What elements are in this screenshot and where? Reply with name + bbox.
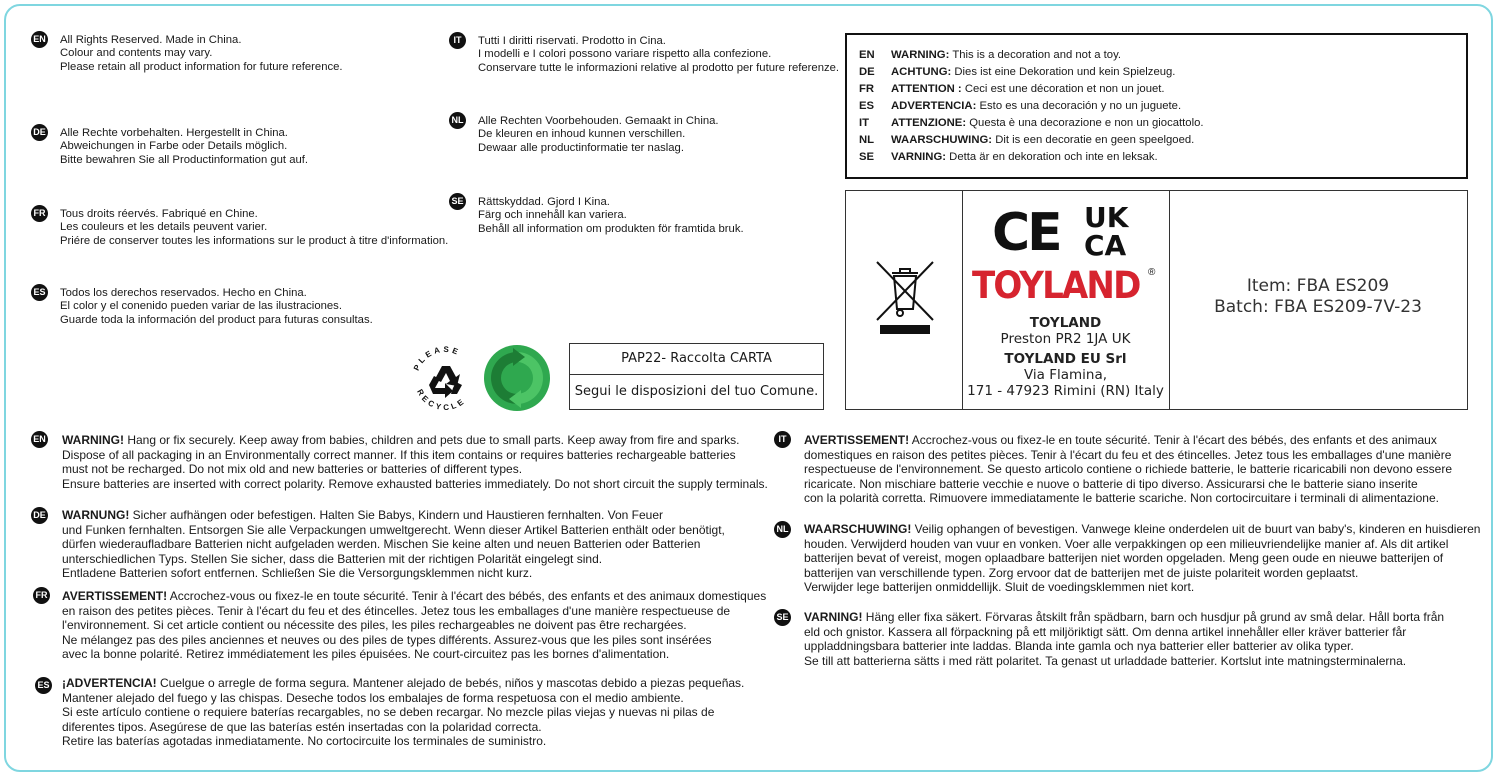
lang-badge-it: IT (449, 32, 466, 49)
ukca-mark-top: UK (1084, 201, 1129, 234)
lang-badge-en: EN (31, 31, 48, 48)
decoration-warning-box (845, 33, 1468, 179)
decoration-warning-row: FR ATTENTION : Ceci est une décoration et non un jouet. (859, 83, 1165, 95)
registered-mark: ® (1148, 267, 1156, 278)
pap-code: PAP22- Raccolta CARTA (570, 344, 823, 375)
lang-badge-nl: NL (449, 112, 466, 129)
decoration-warning-row: ES ADVERTENCIA: Esto es una decoración y no un juguete. (859, 100, 1182, 112)
rights-text-it: Tutti I diritti riservati. Prodotto in Cina. I modelli e I colori possono variare rispetto alla confezione. Conservare tutte le informazioni relative al prodotto per future referenze. (478, 35, 840, 74)
item-cell (1169, 191, 1467, 409)
rights-text-de: Alle Rechte vorbehalten. Hergestellt in China. Abweichungen in Farbe oder Details möglich. Bitte bewahren Sie all Productinformation gut auf. (60, 127, 309, 166)
lang-badge-de: DE (31, 507, 48, 524)
weee-cell (846, 191, 963, 409)
rights-text-es: Todos los derechos reservados. Hecho en China. El color y el conenido pueden variar de las ilustraciones. Guarde toda la información del product para futuras consultas. (60, 287, 373, 326)
safety-warning-en: WARNING! Hang or fix securely. Keep away from babies, children and pets due to small parts. Keep away from fire and sparks. Dispose of all packaging in an Environmentally correct manner. If this item contains or requires batteries rechargeable batteries must not be recharged. Do not mix old and new batteries or batteries of different types. Ensure batteries are inserted with correct polarity. Remove exhausted batteries immediately. Do not short circuit the supply terminals. (62, 433, 768, 491)
lang-badge-fr: FR (33, 587, 50, 604)
uk-company-name: TOYLAND (1029, 315, 1102, 331)
pap-box (569, 343, 824, 410)
decoration-warning-row: NL WAARSCHUWING: Dit is een decoratie en geen speelgoed. (859, 134, 1195, 146)
item-number: Item: FBA ES209 (1246, 276, 1390, 296)
eu-address-line1: Via Flamina, (1023, 367, 1108, 383)
please-text: PLEASE (411, 344, 462, 373)
decoration-warning-row: DE ACHTUNG: Dies ist eine Dekoration und kein Spielzeug. (859, 66, 1176, 78)
green-dot-icon (483, 344, 551, 412)
lang-badge-es: ES (35, 677, 52, 694)
eu-company-name: TOYLAND EU Srl (1004, 351, 1127, 367)
safety-warning-it: AVERTISSEMENT! Accrochez-vous ou fixez-le en toute sécurité. Tenir à l'écart des bébés, des enfants et des animaux domestiques en raison des petites pièces. Tenir à l'écart du feu et des étincelles. Jetez tous les emballages d'une manière respectueuse de l'environnement. Se questo articolo contiene o richiede batterie, le batterie ricaricabili non devono essere ricaricate. Non mischiare batterie vecchie e nuove o batterie di tipo diverso. Assicurarsi che le batterie siano inserite con la polarità corretta. Rimuovere immediatamente le batterie scariche. Non cortocircuitare i terminali di alimentazione. (804, 433, 1453, 505)
batch-number: Batch: FBA ES209-7V-23 (1214, 297, 1422, 317)
lang-badge-de: DE (31, 124, 48, 141)
rights-text-se: Rättskyddad. Gjord I Kina. Färg och innehåll kan variera. Behåll all information om produkten för framtida bruk. (478, 196, 744, 235)
decoration-warning-row: EN WARNING: This is a decoration and not a toy. (859, 49, 1122, 61)
decoration-warning-row: IT ATTENZIONE: Questa è una decorazione e non un giocattolo. (859, 117, 1204, 129)
safety-warning-fr: AVERTISSEMENT! Accrochez-vous ou fixez-le en toute sécurité. Tenir à l'écart des bébés, des enfants et des animaux domestiques en raison des petites pièces. Tenir à l'écart du feu et des étincelles. Jetez tous les emballages d'une manière respectueuse de l'environnement. Si cet article contient ou nécessite des piles, les piles rechargeables ne doivent pas être rechargées. Ne mélangez pas des piles anciennes et neuves ou des piles de types différents. Assurez-vous que les piles sont insérées avec la bonne polarité. Retirez immédiatement les piles épuisées. Ne court-circuitez pas les bornes d'alimentation. (62, 589, 767, 661)
uk-address: Preston PR2 1JA UK (1000, 331, 1131, 347)
safety-warning-de: WARNUNG! Sicher aufhängen oder befestigen. Halten Sie Babys, Kindern und Haustieren fernhalten. Von Feuer und Funken fernhalten. Entsorgen Sie alle Verpackungen umweltgerecht. Wenn dieser Artikel Batterien enthält oder benötigt, dürfen wiederaufladbare Batterien nicht aufgeladen werden. Mischen Sie keine alten und neuen Batterien oder Batterien unterschiedlichen Typs. Stellen Sie sicher, dass die Batterien mit der richtigen Polarität eingelegt sind. Entladene Batterien sofort entfernen. Schließen Sie die Versorgungsklemmen nicht kurz. (62, 508, 725, 580)
lang-badge-nl: NL (774, 521, 791, 538)
decoration-warning-row: SE VARNING: Detta är en dekoration och inte en leksak. (859, 151, 1158, 163)
rights-text-nl: Alle Rechten Voorbehouden. Gemaakt in China. De kleuren en inhoud kunnen verschillen. Dewaar alle productinformatie ter naslag. (478, 115, 719, 154)
compliance-box (845, 190, 1468, 410)
lang-badge-fr: FR (31, 205, 48, 222)
ukca-mark-bottom: CA (1084, 229, 1127, 262)
safety-warning-es: ¡ADVERTENCIA! Cuelgue o arregle de forma segura. Mantener alejado de bebés, niños y mascotas debido a piezas pequeñas. Mantener alejado del fuego y las chispas. Deseche todos los embalajes de forma respetuosa con el medio ambiente. Si este artículo contiene o requiere baterías recargables, no se deben recargar. No mezcle pilas viejas y nuevas ni pilas de diferentes tipos. Asegúrese de que las baterías estén insertadas con la polaridad correcta. Retire las baterías agotadas inmediatamente. No cortocircuite los terminales de suministro. (62, 676, 745, 748)
rights-text-fr: Tous droits réervés. Fabriqué en Chine. Les couleurs et les details peuvent varier. Priére de conserver toutes les informations sur le product à titre d'information. (60, 208, 449, 247)
rights-text-en: All Rights Reserved. Made in China. Colour and contents may vary. Please retain all product information for future reference. (60, 34, 343, 73)
please-recycle-icon (405, 340, 485, 416)
svg-text:PLEASE (412, 345, 462, 372)
eu-address-line2: 171 - 47923 Rimini (RN) Italy (967, 383, 1164, 399)
ce-mark: CE (992, 203, 1060, 263)
pap-instructions: Segui le disposizioni del tuo Comune. (574, 384, 819, 399)
crossed-bin-icon (874, 259, 936, 337)
lang-badge-it: IT (774, 431, 791, 448)
toyland-logo: TOYLAND (972, 264, 1140, 307)
safety-warning-se: VARNING! Häng eller fixa säkert. Förvaras åtskilt från spädbarn, barn och husdjur på grund av små delar. Håll borta från eld och gnistor. Kassera all förpackning på ett miljöriktigt sätt. Om denna artikel innehåller eller kräver batterier får uppladdningsbara batterier inte laddas. Blanda inte gamla och nya batterier eller batterier av olika typer. Se till att batterierna sätts i med rätt polaritet. Ta genast ut urladdade batterier. Kortslut inte matningsterminalerna. (804, 610, 1445, 668)
lang-badge-en: EN (31, 431, 48, 448)
brand-cell (962, 191, 1170, 409)
safety-warning-nl: WAARSCHUWING! Veilig ophangen of bevestigen. Vanwege kleine onderdelen uit de buurt van baby's, kinderen en huisdieren houden. Verwijderd houden van vuur en vonken. Voer alle verpakkingen op een milieuvriendelijke manier af. Als dit artikel batterijen bevat of vereist, mogen oplaadbare batterijen niet worden opgeladen. Meng geen oude en nieuwe batterijen of batterijen van verschillende typen. Zorg ervoor dat de batterijen met de juiste polariteit worden geplaatst. Verwijder lege batterijen onmiddellijk. Sluit de voedingsklemmen niet kort. (804, 522, 1481, 594)
lang-badge-es: ES (31, 284, 48, 301)
recycle-text: RECYCLE (415, 387, 468, 413)
lang-badge-se: SE (774, 609, 791, 626)
lang-badge-se: SE (449, 193, 466, 210)
